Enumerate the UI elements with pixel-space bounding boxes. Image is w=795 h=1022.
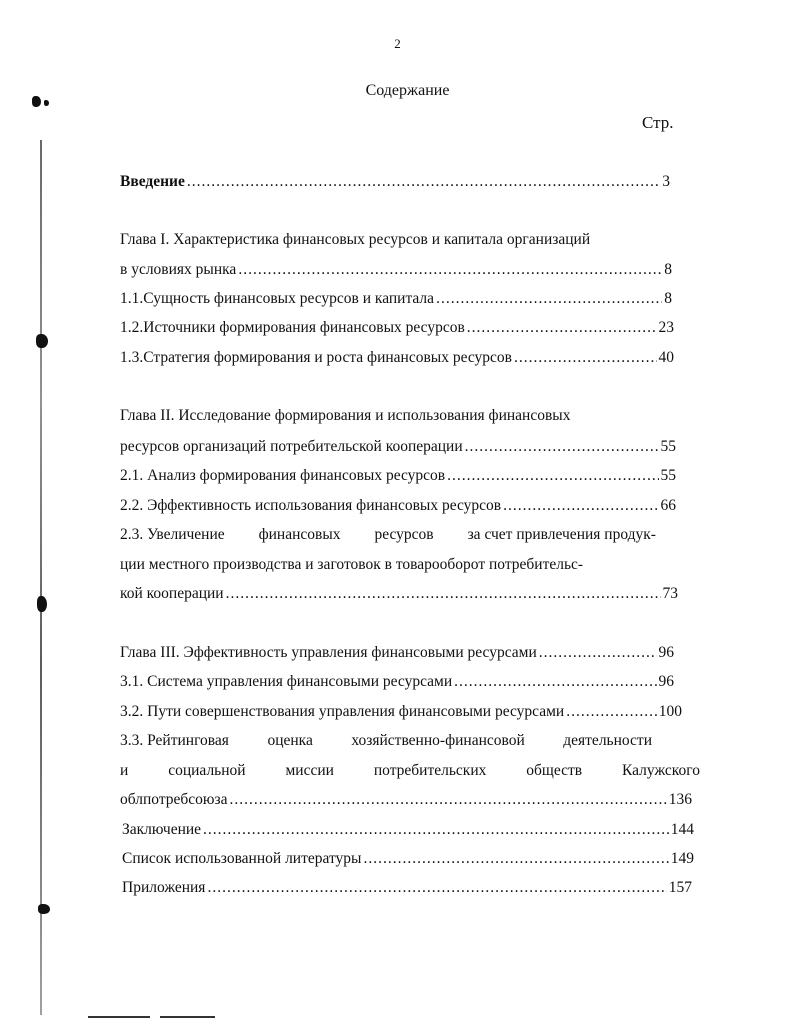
- toc-entry-intro[interactable]: [120, 172, 670, 192]
- toc-page-number: 100: [658, 703, 682, 720]
- toc-chapter-1-heading-cont[interactable]: [120, 260, 672, 280]
- toc-page-number: 55: [660, 438, 676, 455]
- scan-blot: [37, 596, 47, 612]
- dot-leader: [207, 878, 666, 898]
- toc-page-number: 96: [658, 673, 674, 690]
- toc-entry-label: Глава III. Эффективность управления финансовыми ресурсами: [120, 644, 537, 661]
- binding-edge-line: [40, 140, 42, 1015]
- scan-blot: [38, 904, 50, 914]
- toc-entry-label: Список использованной литературы: [122, 850, 362, 867]
- toc-section-number: 1.1.: [120, 290, 144, 307]
- toc-word: деятельности: [563, 732, 652, 749]
- scan-bottom-line: [88, 1016, 150, 1018]
- toc-entry-label: облпотребсоюза: [120, 791, 228, 808]
- toc-page-number: 8: [664, 261, 672, 278]
- page-title: Содержание: [365, 82, 450, 99]
- toc-page-number: 23: [658, 319, 674, 336]
- scan-blot: [44, 100, 49, 106]
- toc-page-number: 40: [658, 349, 674, 366]
- toc-page-number: 136: [668, 791, 692, 808]
- page-column-label: Стр.: [642, 113, 674, 132]
- toc-word: 2.3. Увеличение: [120, 526, 225, 543]
- dot-leader: [447, 466, 658, 486]
- toc-section-number: 1.2.: [120, 319, 144, 336]
- toc-entry-label: ресурсов организаций потребительской кооперации: [120, 438, 463, 455]
- toc-word: оценка: [267, 732, 313, 749]
- toc-page-number: 55: [660, 467, 676, 484]
- toc-word: Калужского: [622, 762, 700, 779]
- toc-page-number: 149: [670, 850, 694, 867]
- toc-word: ресурсов: [374, 526, 434, 543]
- toc-section-number: 1.3.: [120, 349, 144, 366]
- dot-leader: [467, 318, 657, 338]
- toc-entry-label: 2.1. Анализ формирования финансовых ресурсов: [120, 467, 446, 484]
- toc-section-2-3-cont[interactable]: ции местного производства и заготовок в товарооборот потребительс-: [120, 556, 584, 573]
- toc-page-number: 8: [664, 290, 672, 307]
- toc-section-3-3-end[interactable]: [120, 790, 692, 810]
- toc-entry-label: Источники формирования финансовых ресурсов: [143, 319, 465, 336]
- dot-leader: [514, 348, 657, 368]
- toc-section-1-2[interactable]: [120, 318, 674, 338]
- toc-section-3-2[interactable]: [120, 702, 682, 722]
- toc-entry-label: 3.2. Пути совершенствования управления финансовыми ресурсами: [120, 703, 565, 720]
- toc-word: 3.3. Рейтинговая: [120, 732, 229, 749]
- dot-leader: [436, 289, 662, 309]
- toc-chapter-2-heading[interactable]: Глава II. Исследование формирования и использования финансовых: [120, 407, 571, 424]
- dot-leader: [539, 643, 657, 663]
- dot-leader: [454, 672, 656, 692]
- toc-word: хозяйственно-финансовой: [351, 732, 525, 749]
- toc-section-3-1[interactable]: [120, 672, 674, 692]
- toc-chapter-3-heading[interactable]: [120, 643, 674, 663]
- toc-chapter-2-heading-cont[interactable]: [120, 437, 676, 457]
- toc-entry-label: Заключение: [122, 821, 202, 838]
- toc-section-2-1[interactable]: [120, 466, 676, 486]
- toc-entry-label: 2.2. Эффективность использования финансовых ресурсов: [120, 497, 502, 514]
- toc-word: за счет привлечения продук-: [467, 526, 656, 543]
- toc-chapter-1-heading[interactable]: Глава I. Характеристика финансовых ресурсов и капитала организаций: [120, 231, 591, 248]
- toc-section-2-2[interactable]: [120, 496, 676, 516]
- toc-word: потребительских: [373, 762, 487, 779]
- toc-section-1-3[interactable]: [120, 348, 674, 368]
- dot-leader: [238, 260, 662, 280]
- toc-word: обществ: [526, 762, 583, 779]
- dot-leader: [203, 820, 669, 840]
- toc-entry-appendices[interactable]: [122, 878, 692, 898]
- toc-word: социальной: [168, 762, 246, 779]
- toc-page-number: 144: [670, 821, 694, 838]
- dot-leader: [503, 496, 658, 516]
- toc-page-number: 73: [662, 585, 678, 602]
- toc-entry-label: Стратегия формирования и роста финансовых ресурсов: [143, 349, 512, 366]
- toc-entry-label: Приложения: [122, 879, 206, 896]
- dot-leader: [363, 849, 668, 869]
- toc-page-number: 66: [660, 497, 676, 514]
- toc-page-number: 96: [658, 644, 674, 661]
- toc-page-number: 157: [668, 879, 692, 896]
- scan-bottom-line: [160, 1016, 215, 1018]
- toc-word: и: [120, 762, 129, 779]
- toc-entry-label: 3.1. Система управления финансовыми ресурсами: [120, 673, 453, 690]
- toc-entry-label: кой кооперации: [120, 585, 224, 602]
- toc-word: миссии: [285, 762, 334, 779]
- toc-section-2-3[interactable]: [120, 525, 656, 545]
- page-number: 2: [394, 36, 401, 51]
- toc-page-number: 3: [662, 173, 670, 190]
- dot-leader: [465, 437, 659, 457]
- toc-entry-label: Сущность финансовых ресурсов и капитала: [143, 290, 435, 307]
- toc-entry-conclusion[interactable]: [122, 820, 694, 840]
- dot-leader: [226, 584, 661, 604]
- toc-entry-label: в условиях рынка: [120, 261, 237, 278]
- toc-section-3-3[interactable]: [120, 731, 652, 751]
- toc-section-3-3-cont[interactable]: [120, 761, 700, 781]
- dot-leader: [566, 702, 657, 722]
- toc-section-2-3-end[interactable]: [120, 584, 678, 604]
- toc-entry-references[interactable]: [122, 849, 694, 869]
- scan-blot: [36, 334, 48, 348]
- dot-leader: [230, 790, 667, 810]
- toc-word: финансовых: [258, 526, 341, 543]
- toc-entry-label: Введение: [120, 173, 185, 190]
- dot-leader: [187, 172, 660, 192]
- toc-section-1-1[interactable]: [120, 289, 672, 309]
